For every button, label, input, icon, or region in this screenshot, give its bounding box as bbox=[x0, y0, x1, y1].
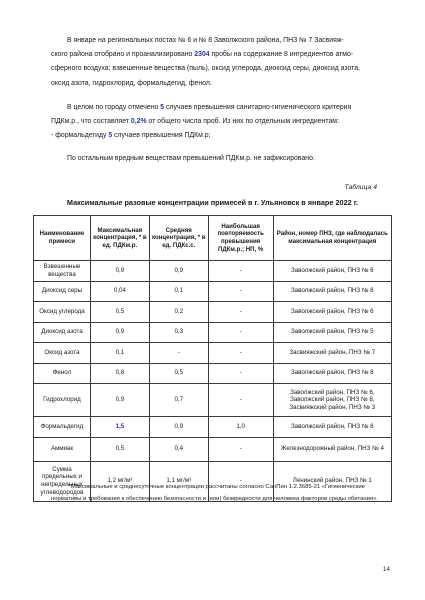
cell-repeatability: - bbox=[208, 302, 273, 323]
cell-avg: 0,3 bbox=[149, 322, 208, 343]
table-row bbox=[34, 437, 392, 461]
cell-district: Железнодорожный район, ПНЗ № 4 bbox=[273, 437, 391, 461]
header-substance: Наименование примеси bbox=[34, 216, 91, 261]
cell-substance: Оксид углерода bbox=[34, 302, 91, 323]
cell-avg: 0,1 bbox=[149, 281, 208, 302]
samples-count: 2304 bbox=[194, 51, 210, 59]
cell-repeatability: - bbox=[208, 461, 273, 501]
cell-district: Заволжский район, ПНЗ № 5 bbox=[273, 322, 391, 343]
cell-district: Заволжский район, ПНЗ № 8 bbox=[273, 281, 391, 302]
cell-repeatability: - bbox=[208, 437, 273, 461]
cell-avg: - bbox=[149, 343, 208, 364]
cell-avg: 0,9 bbox=[149, 417, 208, 438]
cell-substance: Формальдегид bbox=[34, 417, 91, 438]
page-number: 14 bbox=[383, 566, 390, 573]
table-header-row bbox=[34, 216, 392, 261]
cell-repeatability: - bbox=[208, 322, 273, 343]
paragraph-text: В январе на региональных постах № 6 и № 8 Заволжского района, ПНЗ № 7 Засвияж- bbox=[67, 37, 344, 44]
table-row bbox=[34, 281, 392, 302]
cell-substance: Взвешенные вещества bbox=[34, 261, 91, 282]
cell-substance: Оксид азота bbox=[34, 343, 91, 364]
cell-district: Засвияжский район, ПНЗ № 7 bbox=[273, 343, 391, 364]
concentrations-table bbox=[33, 215, 392, 502]
header-max-concentration: Максимальная концентрация, * в ед. ПДКм.р. bbox=[90, 216, 149, 261]
cell-max: 1,5 bbox=[90, 417, 149, 438]
cell-max: 0,9 bbox=[90, 384, 149, 417]
cell-substance: Аммиак bbox=[34, 437, 91, 461]
header-avg-concentration: Средняя концентрация, * в ед. ПДКс.с. bbox=[149, 216, 208, 261]
header-district: Район, номер ПНЗ, где наблюдалась максимальная концентрация bbox=[273, 216, 391, 261]
exceedance-count: 5 bbox=[160, 104, 165, 111]
cell-max: 0,5 bbox=[90, 302, 149, 323]
cell-district: Заволжский район, ПНЗ № 8 bbox=[273, 363, 391, 384]
table-caption: Таблица 4 bbox=[344, 184, 377, 191]
paragraph-sampling: В январе на региональных постах № 6 и № 8 Заволжского района, ПНЗ № 7 Засвияж- ского района отобрано и проанализировано 2304 пробы на содержание 8 ингредиентов атмо- сферного воздуха: взвешенные вещества (пыль), оксид углерода, диоксид серы, диоксид азота, оксид азота, гидрохлорид, формальдегид, фенол. bbox=[51, 37, 360, 87]
cell-max: 1,2 мг/м³ bbox=[90, 461, 149, 501]
formaldehyde-count: 5 bbox=[108, 132, 113, 140]
cell-district: Заволжский район, ПНЗ № 6, Заволжский район, ПНЗ № 8, Засвияжский район, ПНЗ № 3 bbox=[273, 384, 391, 417]
cell-avg: 0,9 bbox=[149, 261, 208, 282]
cell-max: 0,8 bbox=[90, 363, 149, 384]
cell-avg: 0,5 bbox=[149, 363, 208, 384]
cell-district: Заволжский район, ПНЗ № 8 bbox=[273, 417, 391, 438]
paragraph-other: По остальным вредным веществам превышений ПДКм.р. не зафиксировано. bbox=[67, 155, 315, 162]
cell-avg: 0,4 bbox=[149, 437, 208, 461]
table-title: Максимальные разовые концентрации примесей в г. Ульяновск в январе 2022 г. bbox=[66, 198, 359, 207]
table-row bbox=[34, 322, 392, 343]
exceedance-percent: 0,2% bbox=[130, 118, 147, 126]
cell-repeatability: - bbox=[208, 363, 273, 384]
cell-max: 0,04 bbox=[90, 281, 149, 302]
cell-substance: Гидрохлорид bbox=[34, 384, 91, 417]
cell-substance: Диоксид серы bbox=[34, 281, 91, 302]
table-row bbox=[34, 302, 392, 323]
cell-district: Ленинский район, ПНЗ № 1 bbox=[273, 461, 391, 501]
cell-avg: 0,2 bbox=[149, 302, 208, 323]
cell-repeatability: 1,0 bbox=[208, 417, 273, 438]
cell-substance: Диоксид азота bbox=[34, 322, 91, 343]
cell-max: 0,9 bbox=[90, 322, 149, 343]
table-row bbox=[34, 417, 392, 438]
cell-max: 0,9 bbox=[90, 261, 149, 282]
cell-district: Заволжский район, ПНЗ № 6 bbox=[273, 302, 391, 323]
header-repeatability: Наибольшая повторяемость превышения ПДКм.р.; НП, % bbox=[208, 216, 273, 261]
cell-district: Заволжский район, ПНЗ № 6 bbox=[273, 261, 391, 282]
table-row bbox=[34, 384, 392, 417]
paragraph-exceedances: В целом по городу отмечено 5 случаев превышения санитарно-гигиенического критерия ПДКм.р., что составляет 0,2% от общего числа проб. Из них по отдельным ингредиентам: - формальдегиду 5 случаев превышения ПДКм.р; bbox=[51, 104, 352, 140]
cell-repeatability: - bbox=[208, 261, 273, 282]
cell-max: 0,1 bbox=[90, 343, 149, 364]
cell-substance: Сумма предельных и непредельных углеводородов bbox=[34, 461, 91, 501]
table-row bbox=[34, 343, 392, 364]
cell-substance: Фенол bbox=[34, 363, 91, 384]
cell-repeatability: - bbox=[208, 343, 273, 364]
cell-repeatability: - bbox=[208, 384, 273, 417]
cell-avg: 1,1 мг/м³ bbox=[149, 461, 208, 501]
table-row bbox=[34, 261, 392, 282]
cell-repeatability: - bbox=[208, 281, 273, 302]
cell-avg: 0,7 bbox=[149, 384, 208, 417]
table-body bbox=[34, 261, 392, 502]
table-row bbox=[34, 363, 392, 384]
footnote: * Максимальные и среднесуточные концентрации рассчитаны согласно СанПин 1.2.3685-21 «Гигиенические нормативы и требования к обеспечению безопасности и (или) безвредности для человека факторов среды обитания». bbox=[51, 484, 379, 502]
cell-max: 0,5 bbox=[90, 437, 149, 461]
